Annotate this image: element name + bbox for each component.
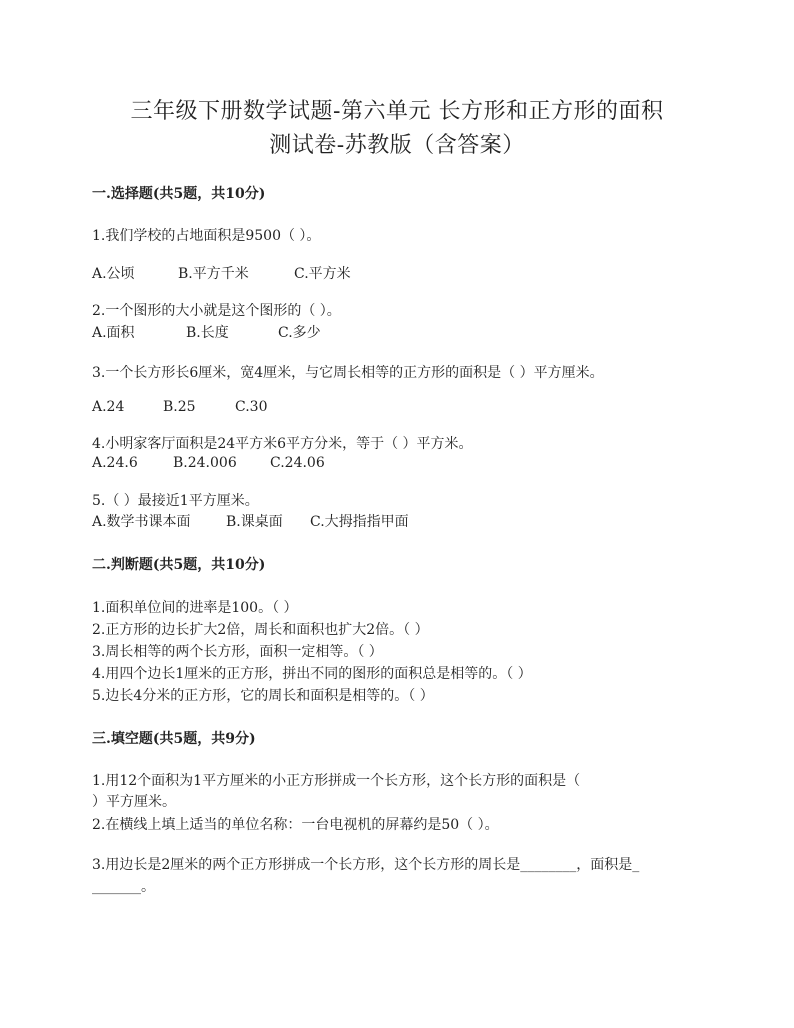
judgment-item-5: 5.边长4分米的正方形，它的周长和面积是相等的。（ ） xyxy=(92,688,434,704)
judgment-item-2: 2.正方形的边长扩大2倍，周长和面积也扩大2倍。（ ） xyxy=(92,622,429,638)
q4-option-a: A.24.6 xyxy=(92,455,138,471)
q1-option-a: A.公顷 xyxy=(92,266,135,282)
q3-option-a: A.24 xyxy=(92,399,125,415)
fill-question-2: 2.在横线上填上适当的单位名称：一台电视机的屏幕约是50（ ）。 xyxy=(92,817,499,833)
q2-option-c: C.多少 xyxy=(278,325,321,341)
question-1: 1.我们学校的占地面积是9500（ ）。 xyxy=(92,228,321,244)
judgment-item-3: 3.周长相等的两个长方形，面积一定相等。（ ） xyxy=(92,644,383,660)
q3-option-b: B.25 xyxy=(163,399,196,415)
q4-option-b: B.24.006 xyxy=(173,455,237,471)
question-3: 3.一个长方形长6厘米，宽4厘米，与它周长相等的正方形的面积是（ ）平方厘米。 xyxy=(92,365,604,381)
question-5: 5.（ ）最接近1平方厘米。 xyxy=(92,493,259,509)
question-4: 4.小明家客厅面积是24平方米6平方分米，等于（ ）平方米。 xyxy=(92,436,473,452)
q1-option-b: B.平方千米 xyxy=(178,266,249,282)
document-title-line1: 三年级下册数学试题-第六单元 长方形和正方形的面积 xyxy=(130,99,664,124)
fill-question-1-line2: ）平方厘米。 xyxy=(92,794,176,810)
q3-option-c: C.30 xyxy=(235,399,268,415)
document-title-line2: 测试卷-苏教版（含答案） xyxy=(269,133,525,158)
judgment-item-4: 4.用四个边长1厘米的正方形，拼出不同的图形的面积总是相等的。（ ） xyxy=(92,666,532,682)
fill-question-3-line2: _______。 xyxy=(92,879,155,895)
q2-option-b: B.长度 xyxy=(186,325,229,341)
question-2: 2.一个图形的大小就是这个图形的（ ）。 xyxy=(92,303,341,319)
section1-heading: 一.选择题(共5题，共10分) xyxy=(92,186,266,202)
section3-heading: 三.填空题(共5题，共9分) xyxy=(92,731,256,747)
q2-option-a: A.面积 xyxy=(92,325,135,341)
judgment-item-1: 1.面积单位间的进率是100。（ ） xyxy=(92,600,298,616)
fill-question-3-line1: 3.用边长是2厘米的两个正方形拼成一个长方形，这个长方形的周长是________，面积是_ xyxy=(92,857,640,873)
q5-option-a: A.数学书课本面 xyxy=(92,514,191,530)
q5-option-b: B.课桌面 xyxy=(226,514,283,530)
fill-question-1-line1: 1.用12个面积为1平方厘米的小正方形拼成一个长方形，这个长方形的面积是（ xyxy=(92,773,581,789)
q4-option-c: C.24.06 xyxy=(270,455,325,471)
section2-heading: 二.判断题(共5题，共10分) xyxy=(92,557,266,573)
q1-option-c: C.平方米 xyxy=(294,266,351,282)
q5-option-c: C.大拇指指甲面 xyxy=(310,514,409,530)
